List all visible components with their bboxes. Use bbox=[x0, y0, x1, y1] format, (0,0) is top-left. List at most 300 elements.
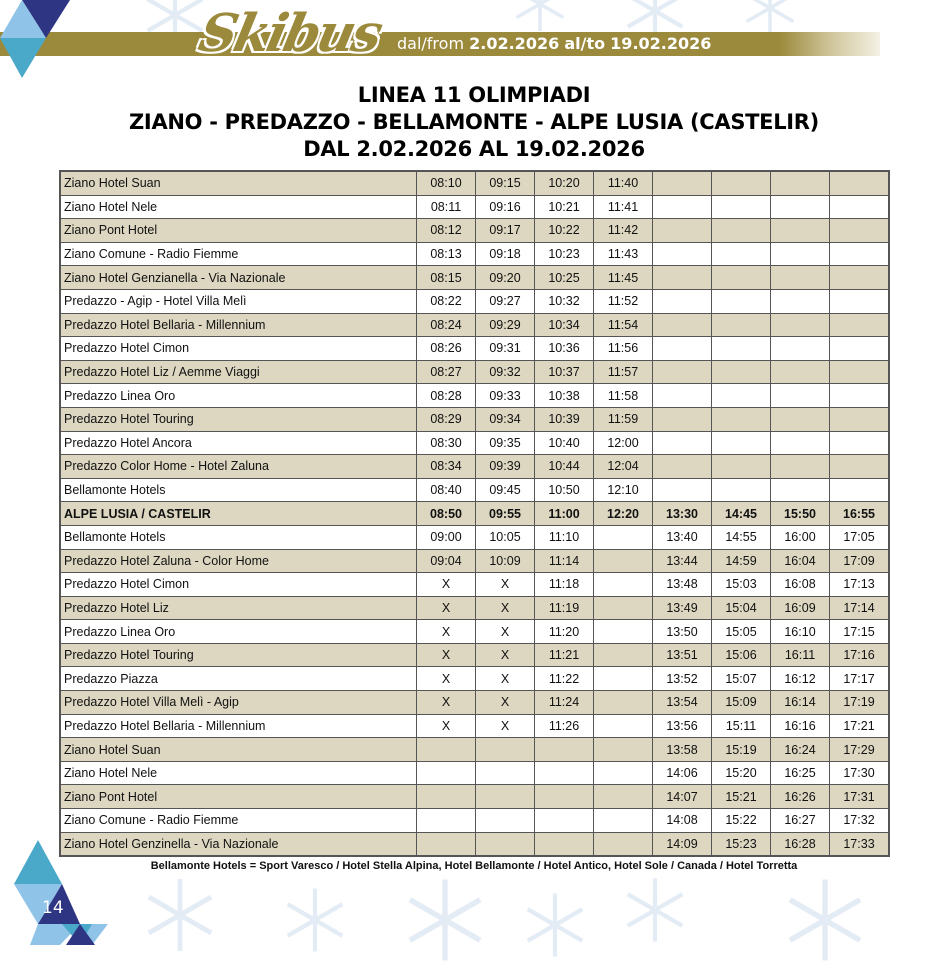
departure-time bbox=[712, 289, 771, 313]
departure-time: 12:10 bbox=[594, 478, 653, 502]
table-row bbox=[60, 785, 889, 809]
departure-time: 15:04 bbox=[712, 596, 771, 620]
departure-time: 16:00 bbox=[771, 525, 830, 549]
table-row bbox=[60, 171, 889, 195]
departure-time: 13:51 bbox=[653, 643, 712, 667]
departure-time bbox=[771, 289, 830, 313]
stop-name: Predazzo Hotel Touring bbox=[60, 407, 417, 431]
departure-time: X bbox=[476, 714, 535, 738]
departure-time: 08:40 bbox=[417, 478, 476, 502]
table-row bbox=[60, 832, 889, 856]
departure-time: 10:23 bbox=[535, 242, 594, 266]
departure-time bbox=[594, 809, 653, 833]
departure-time: 11:42 bbox=[594, 219, 653, 243]
departure-time: 11:40 bbox=[594, 171, 653, 195]
departure-time bbox=[653, 171, 712, 195]
stop-name: Predazzo - Agip - Hotel Villa Melì bbox=[60, 289, 417, 313]
departure-time: 10:36 bbox=[535, 337, 594, 361]
departure-time bbox=[712, 407, 771, 431]
header-dates bbox=[397, 34, 711, 54]
departure-time: 15:50 bbox=[771, 502, 830, 526]
departure-time: 17:16 bbox=[830, 643, 890, 667]
departure-time bbox=[535, 738, 594, 762]
departure-time: 12:20 bbox=[594, 502, 653, 526]
departure-time bbox=[594, 738, 653, 762]
departure-time: 16:04 bbox=[771, 549, 830, 573]
departure-time: 11:57 bbox=[594, 360, 653, 384]
departure-time: 08:34 bbox=[417, 455, 476, 479]
departure-time: 17:13 bbox=[830, 573, 890, 597]
table-row bbox=[60, 266, 889, 290]
departure-time bbox=[830, 360, 890, 384]
departure-time bbox=[594, 620, 653, 644]
departure-time bbox=[653, 289, 712, 313]
table-row bbox=[60, 242, 889, 266]
departure-time bbox=[771, 171, 830, 195]
departure-time: X bbox=[476, 667, 535, 691]
departure-time: 10:22 bbox=[535, 219, 594, 243]
title-line-2: ZIANO - PREDAZZO - BELLAMONTE - ALPE LUSIA (CASTELIR) bbox=[129, 110, 819, 134]
departure-time: 13:58 bbox=[653, 738, 712, 762]
departure-time: 11:14 bbox=[535, 549, 594, 573]
departure-time: 17:19 bbox=[830, 691, 890, 715]
departure-time: 14:08 bbox=[653, 809, 712, 833]
departure-time: X bbox=[417, 691, 476, 715]
departure-time: 17:05 bbox=[830, 525, 890, 549]
departure-time bbox=[712, 266, 771, 290]
departure-time bbox=[830, 242, 890, 266]
departure-time bbox=[653, 337, 712, 361]
departure-time: 11:52 bbox=[594, 289, 653, 313]
departure-time bbox=[653, 431, 712, 455]
departure-time: 09:31 bbox=[476, 337, 535, 361]
departure-time: 15:05 bbox=[712, 620, 771, 644]
departure-time: 11:45 bbox=[594, 266, 653, 290]
departure-time: 11:24 bbox=[535, 691, 594, 715]
departure-time bbox=[712, 478, 771, 502]
departure-time: 14:55 bbox=[712, 525, 771, 549]
stop-name: ALPE LUSIA / CASTELIR bbox=[60, 502, 417, 526]
departure-time: 09:17 bbox=[476, 219, 535, 243]
page-number: 14 bbox=[42, 898, 64, 918]
departure-time: 09:16 bbox=[476, 195, 535, 219]
corner-decoration-top bbox=[0, 0, 80, 80]
departure-time: 08:22 bbox=[417, 289, 476, 313]
departure-time: 14:59 bbox=[712, 549, 771, 573]
departure-time: 17:14 bbox=[830, 596, 890, 620]
table-row bbox=[60, 455, 889, 479]
departure-time: 17:15 bbox=[830, 620, 890, 644]
departure-time bbox=[653, 195, 712, 219]
departure-time: 15:23 bbox=[712, 832, 771, 856]
departure-time: 11:58 bbox=[594, 384, 653, 408]
departure-time bbox=[653, 360, 712, 384]
departure-time: 10:21 bbox=[535, 195, 594, 219]
table-row bbox=[60, 360, 889, 384]
departure-time: X bbox=[417, 620, 476, 644]
table-row bbox=[60, 195, 889, 219]
departure-time: 08:28 bbox=[417, 384, 476, 408]
departure-time bbox=[594, 832, 653, 856]
departure-time: 10:34 bbox=[535, 313, 594, 337]
departure-time bbox=[712, 431, 771, 455]
departure-time: 13:30 bbox=[653, 502, 712, 526]
snowflake-icon bbox=[780, 875, 870, 965]
departure-time bbox=[830, 478, 890, 502]
departure-time bbox=[476, 785, 535, 809]
stop-name: Predazzo Hotel Cimon bbox=[60, 573, 417, 597]
skibus-logo: Skibus bbox=[193, 3, 386, 64]
departure-time: 10:32 bbox=[535, 289, 594, 313]
departure-time: 16:24 bbox=[771, 738, 830, 762]
departure-time: 10:44 bbox=[535, 455, 594, 479]
departure-time bbox=[771, 313, 830, 337]
stop-name: Ziano Comune - Radio Fiemme bbox=[60, 809, 417, 833]
departure-time bbox=[830, 313, 890, 337]
departure-time bbox=[771, 478, 830, 502]
departure-time bbox=[712, 337, 771, 361]
snowflake-icon bbox=[620, 875, 690, 945]
stop-name: Ziano Hotel Nele bbox=[60, 195, 417, 219]
dates-from-value: 2.02.2026 bbox=[469, 34, 560, 53]
departure-time: 09:55 bbox=[476, 502, 535, 526]
departure-time: 09:18 bbox=[476, 242, 535, 266]
departure-time: 17:31 bbox=[830, 785, 890, 809]
departure-time: 10:20 bbox=[535, 171, 594, 195]
departure-time bbox=[476, 738, 535, 762]
table-row bbox=[60, 596, 889, 620]
departure-time bbox=[771, 407, 830, 431]
departure-time: 09:27 bbox=[476, 289, 535, 313]
departure-time bbox=[712, 384, 771, 408]
departure-time: 10:09 bbox=[476, 549, 535, 573]
departure-time: 16:28 bbox=[771, 832, 830, 856]
departure-time bbox=[653, 455, 712, 479]
table-row bbox=[60, 502, 889, 526]
departure-time bbox=[653, 266, 712, 290]
departure-time: X bbox=[476, 620, 535, 644]
departure-time: 09:15 bbox=[476, 171, 535, 195]
table-row bbox=[60, 573, 889, 597]
departure-time: 14:09 bbox=[653, 832, 712, 856]
stop-name: Bellamonte Hotels bbox=[60, 525, 417, 549]
departure-time: 13:44 bbox=[653, 549, 712, 573]
departure-time bbox=[594, 549, 653, 573]
departure-time bbox=[771, 195, 830, 219]
departure-time: X bbox=[417, 667, 476, 691]
stop-name: Predazzo Linea Oro bbox=[60, 384, 417, 408]
departure-time: 08:29 bbox=[417, 407, 476, 431]
departure-time: 16:14 bbox=[771, 691, 830, 715]
departure-time: 08:11 bbox=[417, 195, 476, 219]
table-row bbox=[60, 549, 889, 573]
stop-name: Ziano Pont Hotel bbox=[60, 785, 417, 809]
departure-time: X bbox=[476, 573, 535, 597]
departure-time: 13:40 bbox=[653, 525, 712, 549]
snowflake-icon bbox=[140, 875, 220, 955]
departure-time: 16:11 bbox=[771, 643, 830, 667]
departure-time bbox=[535, 809, 594, 833]
departure-time: X bbox=[417, 573, 476, 597]
table-row bbox=[60, 478, 889, 502]
departure-time bbox=[771, 431, 830, 455]
table-row bbox=[60, 714, 889, 738]
table-row bbox=[60, 525, 889, 549]
departure-time bbox=[771, 384, 830, 408]
departure-time: X bbox=[476, 691, 535, 715]
departure-time: 13:52 bbox=[653, 667, 712, 691]
departure-time: X bbox=[417, 596, 476, 620]
stop-name: Predazzo Hotel Zaluna - Color Home bbox=[60, 549, 417, 573]
departure-time: X bbox=[417, 643, 476, 667]
departure-time: 17:21 bbox=[830, 714, 890, 738]
departure-time bbox=[594, 525, 653, 549]
departure-time: 15:06 bbox=[712, 643, 771, 667]
departure-time: X bbox=[476, 643, 535, 667]
departure-time bbox=[417, 785, 476, 809]
dates-from-label: dal/from bbox=[397, 34, 465, 53]
stop-name: Predazzo Linea Oro bbox=[60, 620, 417, 644]
table-row bbox=[60, 809, 889, 833]
departure-time: 11:56 bbox=[594, 337, 653, 361]
departure-time: 17:09 bbox=[830, 549, 890, 573]
departure-time: X bbox=[476, 596, 535, 620]
departure-time bbox=[535, 832, 594, 856]
departure-time bbox=[594, 596, 653, 620]
departure-time bbox=[712, 171, 771, 195]
departure-time: 09:39 bbox=[476, 455, 535, 479]
departure-time: 09:00 bbox=[417, 525, 476, 549]
departure-time: 17:33 bbox=[830, 832, 890, 856]
departure-time: 15:07 bbox=[712, 667, 771, 691]
title-line-3: DAL 2.02.2026 AL 19.02.2026 bbox=[303, 137, 645, 161]
departure-time bbox=[535, 761, 594, 785]
stop-name: Ziano Hotel Genzianella - Via Nazionale bbox=[60, 266, 417, 290]
departure-time bbox=[653, 407, 712, 431]
departure-time: 09:34 bbox=[476, 407, 535, 431]
departure-time: 17:17 bbox=[830, 667, 890, 691]
departure-time: 08:10 bbox=[417, 171, 476, 195]
stop-name: Predazzo Hotel Liz bbox=[60, 596, 417, 620]
timetable bbox=[59, 170, 890, 857]
departure-time: 12:00 bbox=[594, 431, 653, 455]
table-row bbox=[60, 643, 889, 667]
departure-time bbox=[830, 407, 890, 431]
stop-name: Predazzo Hotel Villa Melì - Agip bbox=[60, 691, 417, 715]
departure-time: 12:04 bbox=[594, 455, 653, 479]
table-row bbox=[60, 407, 889, 431]
departure-time: X bbox=[417, 714, 476, 738]
departure-time bbox=[771, 219, 830, 243]
departure-time: 16:10 bbox=[771, 620, 830, 644]
departure-time: 08:15 bbox=[417, 266, 476, 290]
departure-time bbox=[712, 219, 771, 243]
departure-time: 11:59 bbox=[594, 407, 653, 431]
departure-time: 09:29 bbox=[476, 313, 535, 337]
departure-time: 08:27 bbox=[417, 360, 476, 384]
departure-time bbox=[594, 761, 653, 785]
departure-time bbox=[594, 573, 653, 597]
departure-time: 08:24 bbox=[417, 313, 476, 337]
departure-time: 17:30 bbox=[830, 761, 890, 785]
departure-time bbox=[476, 809, 535, 833]
departure-time: 08:13 bbox=[417, 242, 476, 266]
departure-time: 11:00 bbox=[535, 502, 594, 526]
departure-time bbox=[830, 289, 890, 313]
departure-time: 16:27 bbox=[771, 809, 830, 833]
departure-time: 08:12 bbox=[417, 219, 476, 243]
departure-time bbox=[830, 431, 890, 455]
title-line-1: LINEA 11 OLIMPIADI bbox=[357, 83, 591, 107]
departure-time bbox=[594, 667, 653, 691]
snowflake-icon bbox=[510, 0, 570, 34]
departure-time: 15:22 bbox=[712, 809, 771, 833]
departure-time bbox=[417, 832, 476, 856]
departure-time bbox=[830, 455, 890, 479]
departure-time bbox=[830, 384, 890, 408]
departure-time: 09:35 bbox=[476, 431, 535, 455]
stop-name: Ziano Hotel Suan bbox=[60, 171, 417, 195]
departure-time: 16:55 bbox=[830, 502, 890, 526]
departure-time bbox=[535, 785, 594, 809]
departure-time: 08:30 bbox=[417, 431, 476, 455]
departure-time bbox=[830, 171, 890, 195]
departure-time bbox=[712, 195, 771, 219]
departure-time: 08:50 bbox=[417, 502, 476, 526]
table-row bbox=[60, 337, 889, 361]
departure-time bbox=[594, 714, 653, 738]
departure-time bbox=[712, 455, 771, 479]
departure-time: 10:39 bbox=[535, 407, 594, 431]
departure-time: 10:38 bbox=[535, 384, 594, 408]
table-row bbox=[60, 691, 889, 715]
departure-time: 13:50 bbox=[653, 620, 712, 644]
dates-to-label: al/to bbox=[564, 34, 606, 53]
departure-time bbox=[594, 643, 653, 667]
departure-time bbox=[417, 738, 476, 762]
departure-time: 16:09 bbox=[771, 596, 830, 620]
departure-time bbox=[830, 195, 890, 219]
departure-time: 17:29 bbox=[830, 738, 890, 762]
departure-time: 14:45 bbox=[712, 502, 771, 526]
departure-time: 11:43 bbox=[594, 242, 653, 266]
departure-time: 11:19 bbox=[535, 596, 594, 620]
departure-time: 09:20 bbox=[476, 266, 535, 290]
departure-time: 09:33 bbox=[476, 384, 535, 408]
departure-time: 13:49 bbox=[653, 596, 712, 620]
table-row bbox=[60, 219, 889, 243]
departure-time bbox=[653, 219, 712, 243]
departure-time: 09:32 bbox=[476, 360, 535, 384]
departure-time bbox=[594, 785, 653, 809]
stop-name: Predazzo Hotel Bellaria - Millennium bbox=[60, 714, 417, 738]
departure-time bbox=[771, 360, 830, 384]
departure-time bbox=[417, 809, 476, 833]
departure-time: 14:07 bbox=[653, 785, 712, 809]
departure-time: 16:08 bbox=[771, 573, 830, 597]
stop-name: Ziano Hotel Suan bbox=[60, 738, 417, 762]
dates-to-value: 19.02.2026 bbox=[610, 34, 712, 53]
stop-name: Predazzo Color Home - Hotel Zaluna bbox=[60, 455, 417, 479]
table-row bbox=[60, 761, 889, 785]
departure-time: 09:45 bbox=[476, 478, 535, 502]
stop-name: Predazzo Hotel Ancora bbox=[60, 431, 417, 455]
departure-time: 09:04 bbox=[417, 549, 476, 573]
departure-time: 16:16 bbox=[771, 714, 830, 738]
departure-time: 15:03 bbox=[712, 573, 771, 597]
table-row bbox=[60, 431, 889, 455]
table-row bbox=[60, 313, 889, 337]
departure-time: 10:50 bbox=[535, 478, 594, 502]
stop-name: Ziano Pont Hotel bbox=[60, 219, 417, 243]
departure-time: 11:26 bbox=[535, 714, 594, 738]
departure-time: 15:11 bbox=[712, 714, 771, 738]
snowflake-icon bbox=[520, 890, 590, 960]
table-row bbox=[60, 738, 889, 762]
departure-time: 11:41 bbox=[594, 195, 653, 219]
departure-time bbox=[771, 455, 830, 479]
departure-time bbox=[712, 313, 771, 337]
stop-name: Predazzo Hotel Bellaria - Millennium bbox=[60, 313, 417, 337]
table-row bbox=[60, 384, 889, 408]
table-row bbox=[60, 620, 889, 644]
departure-time: 17:32 bbox=[830, 809, 890, 833]
departure-time: 15:20 bbox=[712, 761, 771, 785]
departure-time: 08:26 bbox=[417, 337, 476, 361]
departure-time: 16:25 bbox=[771, 761, 830, 785]
departure-time: 11:18 bbox=[535, 573, 594, 597]
departure-time bbox=[771, 266, 830, 290]
departure-time bbox=[653, 478, 712, 502]
stop-name: Ziano Hotel Genzinella - Via Nazionale bbox=[60, 832, 417, 856]
departure-time bbox=[771, 242, 830, 266]
departure-time: 13:48 bbox=[653, 573, 712, 597]
departure-time: 10:25 bbox=[535, 266, 594, 290]
departure-time: 16:26 bbox=[771, 785, 830, 809]
stop-name: Predazzo Hotel Liz / Aemme Viaggi bbox=[60, 360, 417, 384]
table-row bbox=[60, 667, 889, 691]
departure-time: 10:37 bbox=[535, 360, 594, 384]
departure-time: 10:05 bbox=[476, 525, 535, 549]
departure-time bbox=[771, 337, 830, 361]
departure-time: 13:56 bbox=[653, 714, 712, 738]
stop-name: Bellamonte Hotels bbox=[60, 478, 417, 502]
departure-time: 11:22 bbox=[535, 667, 594, 691]
departure-time bbox=[594, 691, 653, 715]
departure-time: 11:21 bbox=[535, 643, 594, 667]
table-row bbox=[60, 289, 889, 313]
departure-time bbox=[830, 337, 890, 361]
footnote: Bellamonte Hotels = Sport Varesco / Hotel Stella Alpina, Hotel Bellamonte / Hotel Antico, Hotel Sole / Canada / Hotel Torretta bbox=[150, 860, 798, 872]
departure-time: 10:40 bbox=[535, 431, 594, 455]
departure-time: 15:21 bbox=[712, 785, 771, 809]
departure-time: 11:20 bbox=[535, 620, 594, 644]
departure-time: 14:06 bbox=[653, 761, 712, 785]
departure-time: 11:54 bbox=[594, 313, 653, 337]
departure-time: 16:12 bbox=[771, 667, 830, 691]
departure-time bbox=[830, 266, 890, 290]
departure-time bbox=[653, 384, 712, 408]
departure-time bbox=[830, 219, 890, 243]
snowflake-icon bbox=[400, 875, 490, 965]
stop-name: Predazzo Piazza bbox=[60, 667, 417, 691]
stop-name: Predazzo Hotel Cimon bbox=[60, 337, 417, 361]
stop-name: Ziano Comune - Radio Fiemme bbox=[60, 242, 417, 266]
departure-time bbox=[417, 761, 476, 785]
departure-time bbox=[476, 832, 535, 856]
departure-time: 13:54 bbox=[653, 691, 712, 715]
stop-name: Predazzo Hotel Touring bbox=[60, 643, 417, 667]
